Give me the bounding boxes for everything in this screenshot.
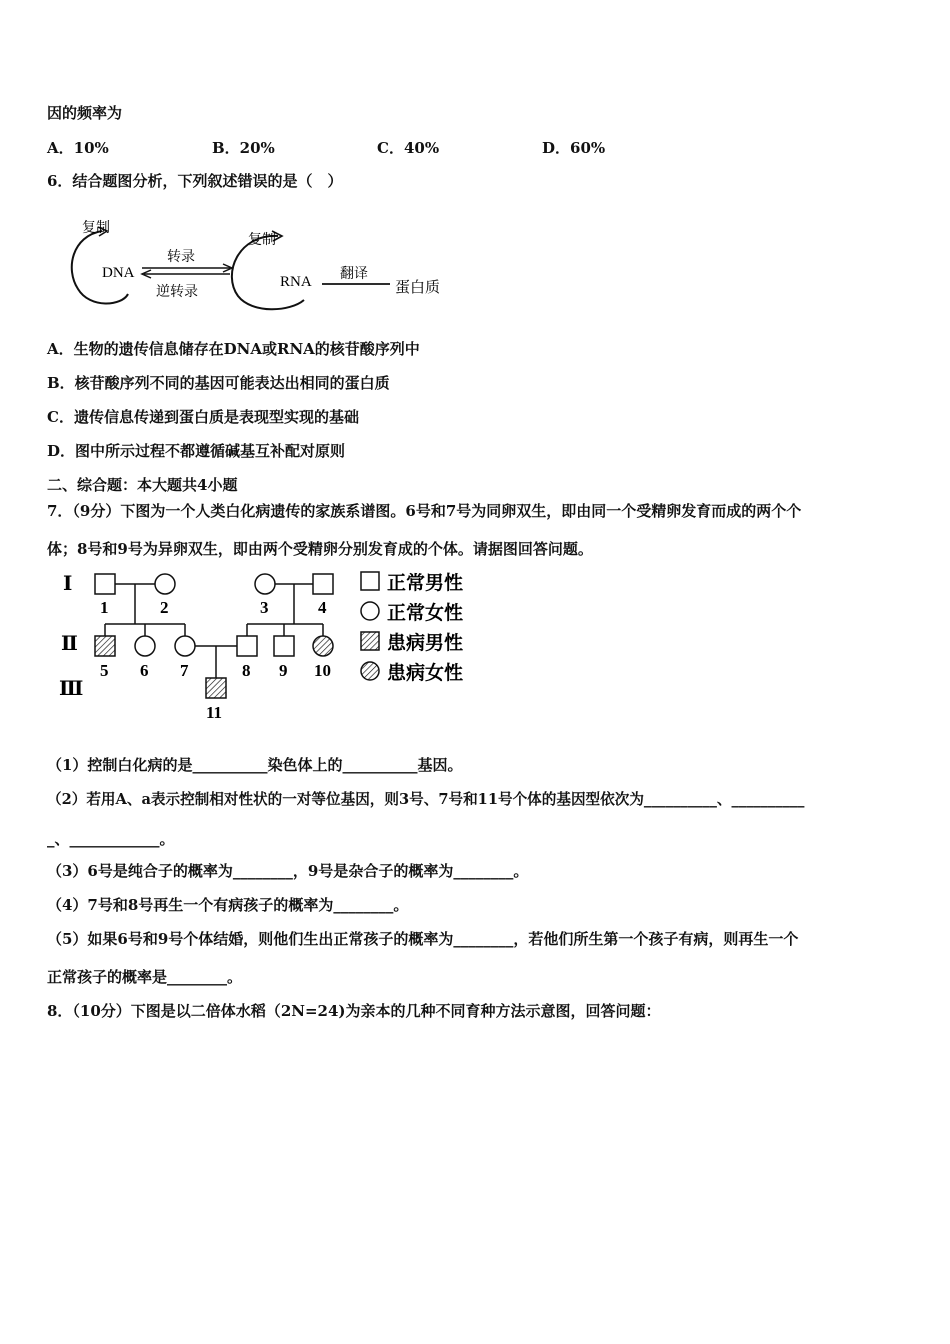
q6-option-c: C．遗传信息传递到蛋白质是表现型实现的基础 [47,408,359,426]
q7-sub5-line2: 正常孩子的概率是________。 [47,968,243,986]
q7-stem-line1: 7．（9分）下图为一个人类白化病遗传的家族系谱图。6号和7号为同卵双生，即由同一个受精卵发育而成的两个个 [47,502,802,520]
central-dogma-diagram [60,214,460,314]
legend-affected-male: 患病男性 [387,633,464,654]
dna-label: DNA [102,265,135,281]
generation-label-1: Ⅰ [63,573,73,595]
q5-option-c: C．40% [377,139,440,157]
q8-stem: 8．（10分）下图是以二倍体水稻（2N=24)为亲本的几种不同育种方法示意图，回答问题： [47,1002,661,1020]
reverse-transcription-label: 逆转录 [156,285,198,300]
individual-6 [135,636,155,656]
q5-option-d: D．60% [542,139,606,157]
q6-option-a: A．生物的遗传信息储存在DNA或RNA的核苷酸序列中 [47,340,420,358]
q7-sub2-line2: _、____________。 [47,830,175,848]
q5-option-b: B．20% [212,139,275,157]
generation-label-2: Ⅱ [61,633,78,655]
label-11: 11 [206,703,223,722]
label-3: 3 [260,598,269,617]
individual-4 [313,574,333,594]
q6-option-d: D．图中所示过程不都遵循碱基互补配对原则 [47,442,346,460]
generation-label-3: Ⅲ [59,678,84,700]
legend-normal-male-symbol [361,572,379,590]
individual-5 [95,636,115,656]
label-5: 5 [100,661,109,680]
label-6: 6 [140,661,149,680]
q7-stem-line2: 体；8号和9号为异卵双生，即由两个受精卵分别发育成的个体。请据图回答问题。 [47,540,593,558]
replicate-label-2: 复制 [248,233,276,248]
individual-2 [155,574,175,594]
legend-affected-female-symbol [361,662,379,680]
label-1: 1 [100,598,109,617]
individual-3 [255,574,275,594]
label-9: 9 [279,661,288,680]
label-2: 2 [160,598,169,617]
q6-option-b: B．核苷酸序列不同的基因可能表达出相同的蛋白质 [47,374,390,392]
rna-label: RNA [280,274,312,290]
transcription-label: 转录 [167,250,195,265]
individual-11 [206,678,226,698]
q5-stem-tail: 因的频率为 [47,104,123,122]
q7-sub1: （1）控制白化病的是__________染色体上的__________基因。 [47,756,463,774]
pedigree-chart [55,568,475,728]
legend-normal-female: 正常女性 [387,603,464,624]
individual-10 [313,636,333,656]
individual-9 [274,636,294,656]
section-heading: 二、综合题：本大题共4小题 [47,476,238,494]
individual-8 [237,636,257,656]
legend-affected-female: 患病女性 [387,663,464,684]
q6-stem: 6．结合题图分析，下列叙述错误的是（ ） [47,172,343,190]
label-7: 7 [180,661,189,680]
q7-sub2-line1: （2）若用A、a表示控制相对性状的一对等位基因，则3号、7号和11号个体的基因型依次为__________、__________ [47,791,805,808]
legend-normal-female-symbol [361,602,379,620]
q7-sub5-line1: （5）如果6号和9号个体结婚，则他们生出正常孩子的概率为________，若他们所生第一个孩子有病，则再生一个 [47,930,799,948]
q5-option-a: A．10% [47,139,109,157]
translation-label: 翻译 [340,267,368,282]
individual-1 [95,574,115,594]
replicate-label-1: 复制 [82,221,110,236]
protein-label: 蛋白质 [395,280,441,296]
label-4: 4 [318,598,327,617]
individual-7 [175,636,195,656]
q7-sub4: （4）7号和8号再生一个有病孩子的概率为________。 [47,896,409,914]
q7-sub3: （3）6号是纯合子的概率为________，9号是杂合子的概率为________。 [47,862,529,880]
label-8: 8 [242,661,251,680]
label-10: 10 [314,661,331,680]
legend-normal-male: 正常男性 [387,573,464,594]
legend-affected-male-symbol [361,632,379,650]
